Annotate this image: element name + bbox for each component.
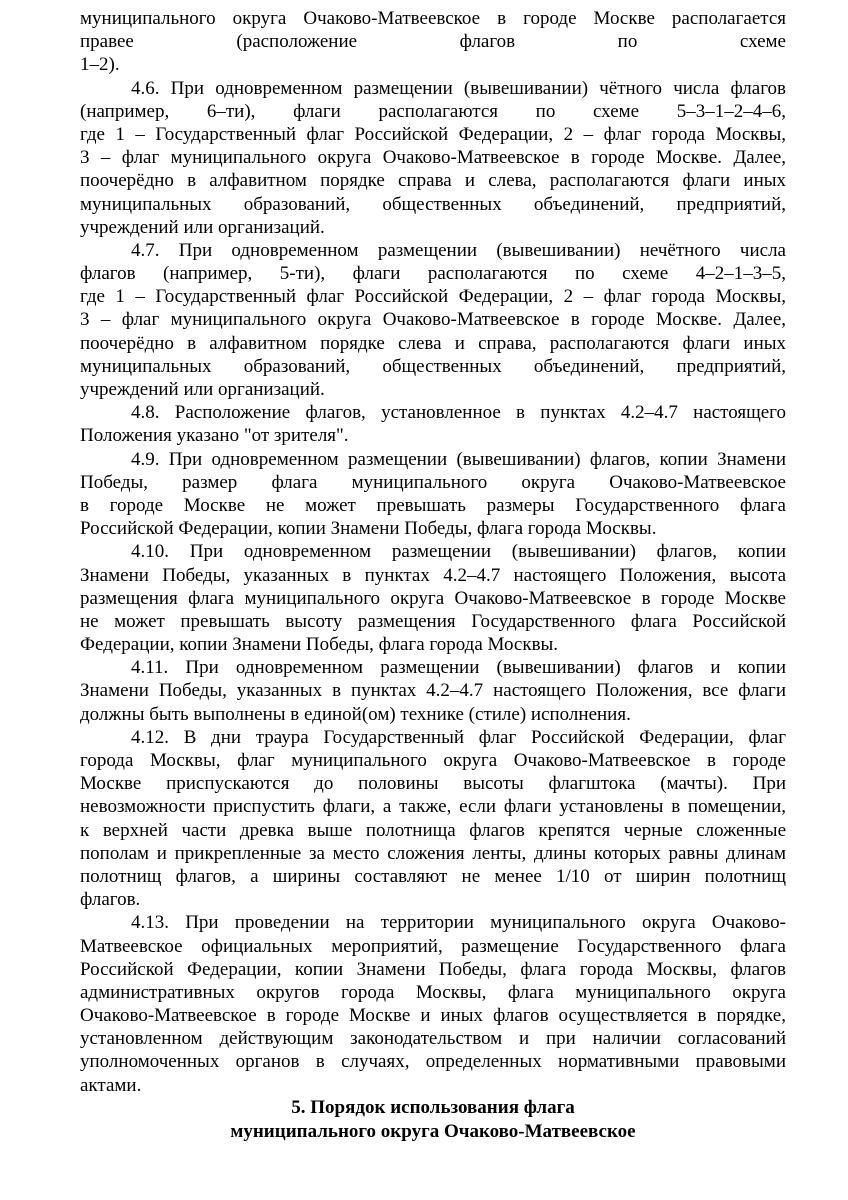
paragraph-line: пополам и прикрепленные за место сложения ленты, длины которых равны длинам xyxy=(80,842,786,864)
section-heading-line-1: 5. Порядок использования флага xyxy=(291,1097,575,1118)
paragraph-line: флагов (например, 5-ти), флаги располагаются по схеме 4–2–1–3–5, xyxy=(80,263,786,285)
paragraph-line: города Москвы, флаг муниципального округа Очаково-Матвеевское в городе xyxy=(80,750,786,771)
paragraph-line: 1–2). xyxy=(80,54,120,76)
paragraph-p-4-10 xyxy=(80,540,786,656)
paragraph-line: административных округов города Москвы, флага муниципального округа xyxy=(80,981,786,1003)
paragraph-line: муниципального округа Очаково-Матвеевское в городе Москве располагается xyxy=(80,8,786,29)
paragraph-line: Положения указано "от зрителя". xyxy=(80,425,349,447)
paragraph-line: актами. xyxy=(80,1074,142,1096)
paragraph-line: Знамени Победы, указанных в пунктах 4.2–4.7 настоящего Положения, высота xyxy=(80,564,786,586)
paragraph-line: не может превышать высоту размещения Государственного флага Российской xyxy=(80,610,786,632)
paragraph-intro-tail xyxy=(80,7,786,77)
paragraph-line: 4.12. В дни траура Государственный флаг Российской Федерации, флаг xyxy=(131,726,786,748)
paragraph-line: 4.9. При одновременном размещении (вывешивании) флагов, копии Знамени xyxy=(131,448,786,470)
paragraph-line: где 1 – Государственный флаг Российской Федерации, 2 – флаг города Москвы, xyxy=(80,123,786,145)
paragraph-line: 3 – флаг муниципального округа Очаково-Матвеевское в городе Москве. Далее, xyxy=(80,147,786,169)
paragraph-line: учреждений или организаций. xyxy=(80,379,325,400)
paragraph-line: 4.7. При одновременном размещении (вывешивании) нечётного числа xyxy=(131,239,786,261)
paragraph-line: в городе Москве не может превышать размеры Государственного флага xyxy=(80,494,786,516)
paragraph-line: муниципальных образований, общественных объединений, предприятий, xyxy=(80,193,786,215)
paragraph-line: флагов. xyxy=(80,889,141,911)
paragraph-line: Российской Федерации, копии Знамени Победы, флага города Москвы, флагов xyxy=(80,958,786,980)
paragraph-line: полотнищ флагов, а ширины составляют не менее 1/10 от ширин полотнищ xyxy=(80,865,786,887)
paragraph-p-4-13 xyxy=(80,911,786,1097)
paragraph-line: Федерации, копии Знамени Победы, флага города Москвы. xyxy=(80,634,559,656)
paragraph-p-4-7 xyxy=(80,239,786,401)
paragraph-line: 4.11. При одновременном размещении (вывешивании) флагов и копии xyxy=(131,657,786,679)
paragraph-line: 4.8. Расположение флагов, установленное в пунктах 4.2–4.7 настоящего xyxy=(131,402,786,424)
paragraph-line: Знамени Победы, указанных в пунктах 4.2–4.7 настоящего Положения, все флаги xyxy=(80,680,786,702)
document-body xyxy=(80,7,786,1097)
paragraph-line: учреждений или организаций. xyxy=(80,216,325,238)
paragraph-line: уполномоченных органов в случаях, определенных нормативными правовыми xyxy=(80,1051,786,1073)
paragraph-line: 4.6. При одновременном размещении (вывешивании) чётного числа флагов xyxy=(131,77,786,99)
section-heading xyxy=(80,1096,786,1143)
paragraph-line: 3 – флаг муниципального округа Очаково-Матвеевское в городе Москве. Далее, xyxy=(80,309,786,331)
paragraph-p-4-6 xyxy=(80,77,786,239)
paragraph-line: где 1 – Государственный флаг Российской Федерации, 2 – флаг города Москвы, xyxy=(80,286,786,308)
paragraph-line: к верхней части древка выше полотнища флагов крепятся черные сложенные xyxy=(80,819,786,841)
paragraph-line: 4.13. При проведении на территории муниципального округа Очаково- xyxy=(131,912,786,934)
paragraph-line: Победы, размер флага муниципального округа Очаково-Матвеевское xyxy=(80,471,786,493)
paragraph-line: невозможности приспустить флаги, а также, если флаги установлены в помещении, xyxy=(80,796,786,818)
paragraph-line: поочерёдно в алфавитном порядке справа и слева, располагаются флаги иных xyxy=(80,170,786,192)
paragraph-line: Матвеевское официальных мероприятий, размещение Государственного флага xyxy=(80,935,786,957)
paragraph-line: поочерёдно в алфавитном порядке слева и справа, располагаются флаги иных xyxy=(80,332,786,354)
paragraph-p-4-8 xyxy=(80,401,786,447)
paragraph-line: Очаково-Матвеевское в городе Москве и иных флагов осуществляется в порядке, xyxy=(80,1005,786,1027)
paragraph-line: 4.10. При одновременном размещении (вывешивании) флагов, копии xyxy=(131,541,786,563)
paragraph-line: Москве приспускаются до половины высоты флагштока (мачты). При xyxy=(80,773,786,795)
paragraph-line: муниципальных образований, общественных объединений, предприятий, xyxy=(80,355,786,377)
paragraph-line: Российской Федерации, копии Знамени Победы, флага города Москвы. xyxy=(80,518,657,540)
paragraph-line: должны быть выполнены в единой(ом) технике (стиле) исполнения. xyxy=(80,703,631,725)
paragraph-p-4-11 xyxy=(80,656,786,726)
paragraph-p-4-9 xyxy=(80,448,786,541)
paragraph-line: правее (расположение флагов по схеме xyxy=(80,31,786,53)
paragraph-p-4-12 xyxy=(80,726,786,912)
paragraph-line: установленном действующим законодательством и при наличии согласований xyxy=(80,1028,786,1050)
paragraph-line: (например, 6–ти), флаги располагаются по схеме 5–3–1–2–4–6, xyxy=(80,100,786,122)
paragraph-line: размещения флага муниципального округа Очаково-Матвеевское в городе Москве xyxy=(80,587,786,609)
section-heading-line-2: муниципального округа Очаково-Матвеевское xyxy=(230,1120,636,1142)
